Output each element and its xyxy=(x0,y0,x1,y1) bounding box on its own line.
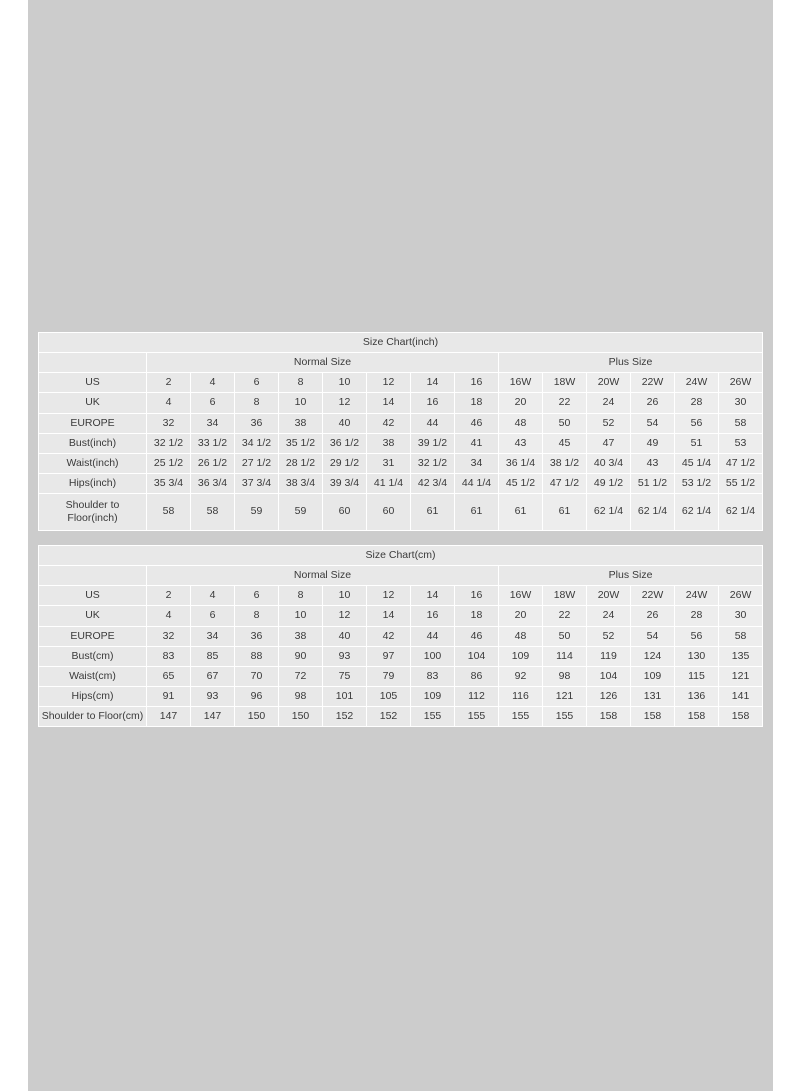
table-row xyxy=(39,626,763,646)
table-cell: 24 xyxy=(587,393,631,413)
row-label: Shoulder to Floor(inch) xyxy=(39,494,147,531)
table-cell: 109 xyxy=(411,686,455,706)
table-cell: 93 xyxy=(323,646,367,666)
table-cell: 85 xyxy=(191,646,235,666)
table-cell: 100 xyxy=(411,646,455,666)
table-cell: 16W xyxy=(499,373,543,393)
row-label: Shoulder to Floor(cm) xyxy=(39,707,147,727)
table-cell: 56 xyxy=(675,626,719,646)
table-cell: 62 1/4 xyxy=(675,494,719,531)
table-cell: 10 xyxy=(279,606,323,626)
table-cell: 119 xyxy=(587,646,631,666)
table-cell: 92 xyxy=(499,666,543,686)
table-cell: 8 xyxy=(279,373,323,393)
table-cell: 147 xyxy=(147,707,191,727)
table-cell: 18 xyxy=(455,393,499,413)
table-cell: 152 xyxy=(367,707,411,727)
table-cell: 136 xyxy=(675,686,719,706)
table-cell: 126 xyxy=(587,686,631,706)
table-cell: 75 xyxy=(323,666,367,686)
size-chart-table xyxy=(38,332,763,531)
table-cell: 45 1/4 xyxy=(675,453,719,473)
table-cell: 83 xyxy=(411,666,455,686)
table-cell: 60 xyxy=(367,494,411,531)
group-header-plus: Plus Size xyxy=(499,566,763,586)
table-cell: 44 xyxy=(411,413,455,433)
table-cell: 4 xyxy=(147,606,191,626)
table-cell: 45 xyxy=(543,433,587,453)
table-cell: 61 xyxy=(411,494,455,531)
table-cell: 62 1/4 xyxy=(719,494,763,531)
table-cell: 62 1/4 xyxy=(587,494,631,531)
table-cell: 158 xyxy=(675,707,719,727)
table-cell: 16 xyxy=(411,393,455,413)
table-cell: 47 xyxy=(587,433,631,453)
table-cell: 124 xyxy=(631,646,675,666)
table-cell: 62 1/4 xyxy=(631,494,675,531)
table-cell: 20 xyxy=(499,606,543,626)
table-cell: 20W xyxy=(587,373,631,393)
row-label: Hips(inch) xyxy=(39,473,147,493)
table-cell: 97 xyxy=(367,646,411,666)
table-cell: 131 xyxy=(631,686,675,706)
table-cell: 14 xyxy=(367,393,411,413)
table-cell: 109 xyxy=(499,646,543,666)
table-cell: 2 xyxy=(147,586,191,606)
table-cell: 36 xyxy=(235,626,279,646)
table-cell: 155 xyxy=(411,707,455,727)
table-cell: 48 xyxy=(499,626,543,646)
table-cell: 158 xyxy=(631,707,675,727)
table-cell: 155 xyxy=(455,707,499,727)
table-cell: 32 1/2 xyxy=(147,433,191,453)
table-cell: 4 xyxy=(147,393,191,413)
table-cell: 121 xyxy=(543,686,587,706)
table-cell: 12 xyxy=(367,373,411,393)
table-cell: 6 xyxy=(235,586,279,606)
table-cell: 51 1/2 xyxy=(631,473,675,493)
table-row xyxy=(39,707,763,727)
size-chart-table xyxy=(38,545,763,727)
table-cell: 130 xyxy=(675,646,719,666)
table-cell: 22 xyxy=(543,606,587,626)
table-cell: 32 xyxy=(147,626,191,646)
corner-blank-cell xyxy=(39,353,147,373)
table-cell: 20W xyxy=(587,586,631,606)
table-row xyxy=(39,433,763,453)
table-cell: 90 xyxy=(279,646,323,666)
table-cell: 26W xyxy=(719,373,763,393)
table-cell: 152 xyxy=(323,707,367,727)
table-cell: 52 xyxy=(587,626,631,646)
table-cell: 58 xyxy=(191,494,235,531)
table-cell: 16W xyxy=(499,586,543,606)
table-cell: 22W xyxy=(631,373,675,393)
table-cell: 88 xyxy=(235,646,279,666)
table-cell: 36 1/2 xyxy=(323,433,367,453)
table-cell: 40 xyxy=(323,626,367,646)
table-cell: 16 xyxy=(411,606,455,626)
table-cell: 4 xyxy=(191,586,235,606)
table-cell: 59 xyxy=(235,494,279,531)
table-cell: 39 1/2 xyxy=(411,433,455,453)
table-cell: 22W xyxy=(631,586,675,606)
chart-title: Size Chart(inch) xyxy=(39,333,763,353)
table-cell: 4 xyxy=(191,373,235,393)
table-cell: 58 xyxy=(719,626,763,646)
row-label: EUROPE xyxy=(39,413,147,433)
table-cell: 47 1/2 xyxy=(719,453,763,473)
table-cell: 70 xyxy=(235,666,279,686)
table-cell: 61 xyxy=(499,494,543,531)
table-cell: 98 xyxy=(279,686,323,706)
table-cell: 54 xyxy=(631,626,675,646)
table-cell: 12 xyxy=(367,586,411,606)
table-cell: 2 xyxy=(147,373,191,393)
table-cell: 36 1/4 xyxy=(499,453,543,473)
table-cell: 101 xyxy=(323,686,367,706)
table-cell: 45 1/2 xyxy=(499,473,543,493)
corner-blank-cell xyxy=(39,566,147,586)
table-cell: 24W xyxy=(675,586,719,606)
table-cell: 41 xyxy=(455,433,499,453)
table-cell: 38 1/2 xyxy=(543,453,587,473)
table-cell: 52 xyxy=(587,413,631,433)
table-cell: 10 xyxy=(323,586,367,606)
row-label: UK xyxy=(39,606,147,626)
table-cell: 155 xyxy=(543,707,587,727)
table-cell: 50 xyxy=(543,626,587,646)
table-cell: 39 3/4 xyxy=(323,473,367,493)
table-cell: 86 xyxy=(455,666,499,686)
table-cell: 112 xyxy=(455,686,499,706)
table-cell: 38 xyxy=(367,433,411,453)
table-cell: 67 xyxy=(191,666,235,686)
table-cell: 79 xyxy=(367,666,411,686)
chart-title: Size Chart(cm) xyxy=(39,546,763,566)
table-cell: 50 xyxy=(543,413,587,433)
table-cell: 59 xyxy=(279,494,323,531)
table-cell: 26 xyxy=(631,393,675,413)
row-label: EUROPE xyxy=(39,626,147,646)
table-cell: 14 xyxy=(367,606,411,626)
table-row xyxy=(39,666,763,686)
table-cell: 24W xyxy=(675,373,719,393)
table-cell: 6 xyxy=(235,373,279,393)
table-cell: 121 xyxy=(719,666,763,686)
table-cell: 49 1/2 xyxy=(587,473,631,493)
row-label: UK xyxy=(39,393,147,413)
table-row xyxy=(39,586,763,606)
table-cell: 135 xyxy=(719,646,763,666)
table-row xyxy=(39,646,763,666)
table-cell: 41 1/4 xyxy=(367,473,411,493)
table-cell: 53 xyxy=(719,433,763,453)
table-cell: 8 xyxy=(235,393,279,413)
row-label: Waist(inch) xyxy=(39,453,147,473)
table-cell: 16 xyxy=(455,373,499,393)
table-cell: 22 xyxy=(543,393,587,413)
table-cell: 38 3/4 xyxy=(279,473,323,493)
table-cell: 6 xyxy=(191,606,235,626)
table-cell: 61 xyxy=(455,494,499,531)
table-cell: 105 xyxy=(367,686,411,706)
table-cell: 30 xyxy=(719,606,763,626)
table-cell: 36 xyxy=(235,413,279,433)
table-cell: 12 xyxy=(323,606,367,626)
table-cell: 49 xyxy=(631,433,675,453)
table-cell: 155 xyxy=(499,707,543,727)
group-header-normal: Normal Size xyxy=(147,353,499,373)
table-cell: 55 1/2 xyxy=(719,473,763,493)
group-header-plus: Plus Size xyxy=(499,353,763,373)
row-label: Waist(cm) xyxy=(39,666,147,686)
table-cell: 54 xyxy=(631,413,675,433)
table-cell: 44 1/4 xyxy=(455,473,499,493)
table-cell: 44 xyxy=(411,626,455,646)
row-label: Hips(cm) xyxy=(39,686,147,706)
table-cell: 36 3/4 xyxy=(191,473,235,493)
table-cell: 32 xyxy=(147,413,191,433)
table-cell: 116 xyxy=(499,686,543,706)
table-cell: 104 xyxy=(455,646,499,666)
table-cell: 150 xyxy=(279,707,323,727)
table-cell: 34 xyxy=(191,626,235,646)
table-cell: 35 3/4 xyxy=(147,473,191,493)
table-cell: 43 xyxy=(499,433,543,453)
table-cell: 53 1/2 xyxy=(675,473,719,493)
table-row xyxy=(39,413,763,433)
table-cell: 48 xyxy=(499,413,543,433)
table-cell: 35 1/2 xyxy=(279,433,323,453)
table-cell: 46 xyxy=(455,413,499,433)
table-cell: 10 xyxy=(279,393,323,413)
chart-gap xyxy=(38,531,762,545)
table-cell: 42 xyxy=(367,413,411,433)
table-row xyxy=(39,473,763,493)
table-cell: 47 1/2 xyxy=(543,473,587,493)
table-cell: 34 xyxy=(455,453,499,473)
table-cell: 51 xyxy=(675,433,719,453)
table-cell: 26 1/2 xyxy=(191,453,235,473)
table-cell: 58 xyxy=(147,494,191,531)
table-cell: 115 xyxy=(675,666,719,686)
table-cell: 26W xyxy=(719,586,763,606)
table-cell: 27 1/2 xyxy=(235,453,279,473)
table-cell: 114 xyxy=(543,646,587,666)
row-label: US xyxy=(39,586,147,606)
table-cell: 96 xyxy=(235,686,279,706)
table-cell: 28 xyxy=(675,393,719,413)
row-label: Bust(cm) xyxy=(39,646,147,666)
table-cell: 158 xyxy=(587,707,631,727)
table-cell: 16 xyxy=(455,586,499,606)
table-cell: 18W xyxy=(543,586,587,606)
table-cell: 38 xyxy=(279,413,323,433)
table-cell: 98 xyxy=(543,666,587,686)
table-cell: 14 xyxy=(411,373,455,393)
table-cell: 28 1/2 xyxy=(279,453,323,473)
table-cell: 12 xyxy=(323,393,367,413)
table-cell: 29 1/2 xyxy=(323,453,367,473)
table-cell: 46 xyxy=(455,626,499,646)
table-row xyxy=(39,373,763,393)
table-cell: 32 1/2 xyxy=(411,453,455,473)
table-cell: 60 xyxy=(323,494,367,531)
table-row xyxy=(39,606,763,626)
table-cell: 10 xyxy=(323,373,367,393)
table-cell: 91 xyxy=(147,686,191,706)
table-cell: 24 xyxy=(587,606,631,626)
table-cell: 42 3/4 xyxy=(411,473,455,493)
table-cell: 109 xyxy=(631,666,675,686)
table-cell: 14 xyxy=(411,586,455,606)
table-cell: 104 xyxy=(587,666,631,686)
table-cell: 40 3/4 xyxy=(587,453,631,473)
table-cell: 61 xyxy=(543,494,587,531)
table-row xyxy=(39,494,763,531)
table-row xyxy=(39,453,763,473)
table-cell: 65 xyxy=(147,666,191,686)
table-cell: 37 3/4 xyxy=(235,473,279,493)
table-cell: 38 xyxy=(279,626,323,646)
table-cell: 158 xyxy=(719,707,763,727)
table-cell: 43 xyxy=(631,453,675,473)
table-cell: 34 1/2 xyxy=(235,433,279,453)
table-cell: 33 1/2 xyxy=(191,433,235,453)
table-row xyxy=(39,686,763,706)
table-cell: 40 xyxy=(323,413,367,433)
table-cell: 25 1/2 xyxy=(147,453,191,473)
table-cell: 150 xyxy=(235,707,279,727)
table-cell: 30 xyxy=(719,393,763,413)
table-cell: 34 xyxy=(191,413,235,433)
table-cell: 42 xyxy=(367,626,411,646)
table-cell: 56 xyxy=(675,413,719,433)
table-cell: 6 xyxy=(191,393,235,413)
table-cell: 72 xyxy=(279,666,323,686)
table-cell: 8 xyxy=(235,606,279,626)
table-cell: 26 xyxy=(631,606,675,626)
row-label: Bust(inch) xyxy=(39,433,147,453)
group-header-normal: Normal Size xyxy=(147,566,499,586)
row-label: US xyxy=(39,373,147,393)
table-row xyxy=(39,393,763,413)
table-cell: 141 xyxy=(719,686,763,706)
table-cell: 93 xyxy=(191,686,235,706)
table-cell: 31 xyxy=(367,453,411,473)
table-cell: 20 xyxy=(499,393,543,413)
table-cell: 83 xyxy=(147,646,191,666)
table-cell: 8 xyxy=(279,586,323,606)
table-cell: 18 xyxy=(455,606,499,626)
size-charts-container xyxy=(38,332,762,727)
table-cell: 18W xyxy=(543,373,587,393)
table-cell: 58 xyxy=(719,413,763,433)
table-cell: 147 xyxy=(191,707,235,727)
table-cell: 28 xyxy=(675,606,719,626)
